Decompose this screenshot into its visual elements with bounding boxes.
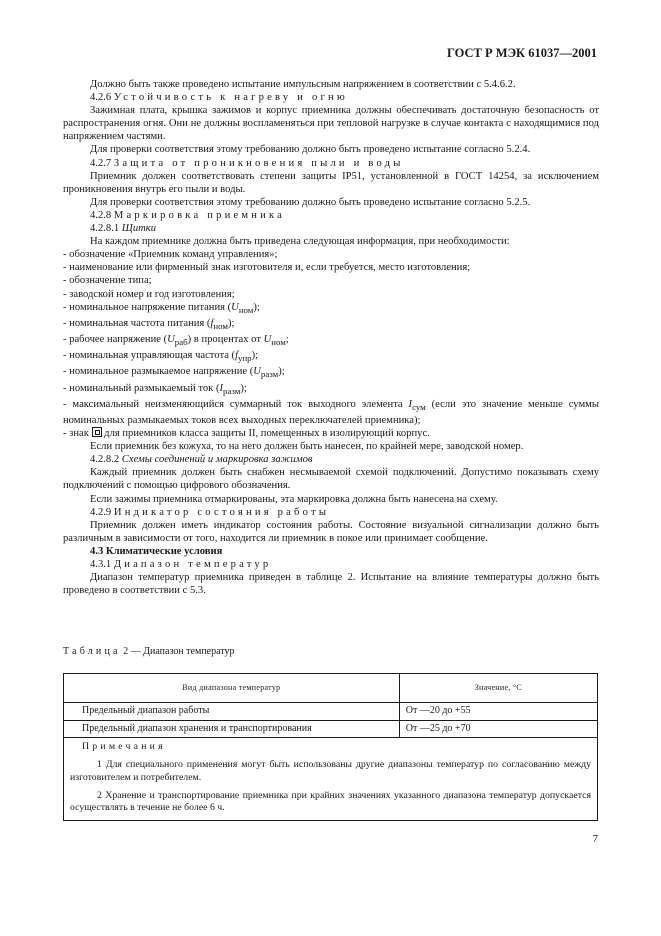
- section-heading-4-2-9: 4.2.9 Индикатор состояния работы: [90, 506, 330, 518]
- table-cell: Предельный диапазон хранения и транспортирования: [64, 720, 400, 738]
- table-row: [64, 720, 598, 738]
- paragraph: Зажимная плата, крышка зажимов и корпус приемника должны обеспечивать достаточную безопасность от распространения огня. Они не должны воспламеняться при тепловой нагрузке в случае контакта с находящимися под напряжением частями.: [63, 105, 599, 143]
- paragraph: Для проверки соответствия этому требованию должно быть проведено испытание согласно 5.2.5.: [90, 196, 531, 208]
- paragraph: Если зажимы приемника отмаркированы, эта маркировка должна быть нанесена на схему.: [90, 493, 498, 505]
- section-heading-4-2-8: 4.2.8 Маркировка приемника: [90, 209, 286, 221]
- paragraph: Приемник должен соответствовать степени защиты IP51, установленной в ГОСТ 14254, за исключением проникновения внутрь его пыли и воды.: [63, 170, 599, 195]
- section-heading-4-3-1: 4.3.1 Диапазон температур: [90, 559, 272, 571]
- paragraph: Для проверки соответствия этому требованию должно быть проведено испытание согласно 5.2.4.: [90, 144, 531, 156]
- list-item: - знак для приемников класса защиты II, помещенных в изолирующий корпус.: [63, 428, 430, 440]
- list-item: - номинальное размыкаемое напряжение $(U_{разм})$;: [63, 366, 285, 380]
- list-item: - номинальный размыкаемый ток $(I_{разм})$;: [63, 382, 247, 396]
- column-header: Значение, °С: [399, 674, 597, 703]
- paragraph: Если приемник без кожуха, то на него должен быть нанесен, по крайней мере, заводской номер.: [90, 441, 524, 453]
- list-item: - номинальная управляющая частота $(f_{упр})$;: [63, 350, 259, 364]
- section-heading-4-2-8-2: 4.2.8.2 Схемы соединений и маркировка зажимов: [90, 454, 313, 466]
- paragraph: Должно быть также проведено испытание импульсным напряжением в соответствии с 5.4.6.2.: [90, 79, 516, 90]
- notes-title: Примечания: [82, 741, 166, 752]
- list-item: - заводской номер и год изготовления;: [63, 288, 235, 300]
- section-heading-4-3: 4.3 Климатические условия: [90, 545, 223, 557]
- paragraph: Приемник должен иметь индикатор состояния работы. Состояние визуальной сигнализации должно быть различным в зависимости от того, находится ли приемник в покое или принимает сообщение.: [63, 519, 599, 544]
- list-item: - обозначение типа;: [63, 275, 152, 287]
- column-header: Вид диапазона температур: [64, 674, 400, 703]
- list-item: - обозначение «Приемник команд управления»;: [63, 249, 278, 261]
- list-item: - номинальная частота питания $(f_{ном})$;: [63, 317, 235, 331]
- double-insulation-icon: [92, 427, 102, 437]
- table-cell: Предельный диапазон работы: [64, 703, 400, 721]
- temperature-table: [63, 673, 598, 821]
- table-header-row: [64, 674, 598, 703]
- table-notes: [64, 738, 598, 821]
- list-item: - номинальное напряжение питания $(U_{ном})$;: [63, 301, 260, 315]
- list-item: - наименование или фирменный знак изготовителя и, если требуется, место изготовления;: [63, 262, 471, 274]
- document-header: ГОСТ Р МЭК 61037—2001: [447, 46, 597, 60]
- list-item: - рабочее напряжение $(U_{раб})$ в процентах от $U_{ном}$;: [63, 334, 289, 348]
- section-heading-4-2-7: 4.2.7 Защита от проникновения пыли и воды: [90, 157, 404, 169]
- table-cell: От —25 до +70: [399, 720, 597, 738]
- table-row: [64, 703, 598, 721]
- paragraph: Диапазон температур приемника приведен в таблице 2. Испытание на влияние температуры должно быть проведено в соответствии с 5.3.: [63, 572, 599, 597]
- table-caption: Таблица 2 — Диапазон температур: [63, 646, 235, 657]
- table-cell: От —20 до +55: [399, 703, 597, 721]
- note: 2 Хранение и транспортирование приемника при крайних значениях указанного диапазона температур допускается осуществлять в течение не более 6 ч.: [70, 789, 591, 814]
- list-item: - максимальный неизменяющийся суммарный ток выходного элемента $I_{сум}$ (если это значение меньше суммы номинальных размыкаемых токов всех выходных переключателей приемника);: [63, 398, 599, 427]
- section-heading-4-2-6: 4.2.6 Устойчивость к нагреву и огню: [90, 92, 348, 104]
- section-heading-4-2-8-1: 4.2.8.1 Щитки: [90, 223, 157, 235]
- paragraph: Каждый приемник должен быть снабжен несмываемой схемой подключений. Допустимо показывать схему подключений с помощью цифрового обозначения.: [63, 467, 599, 492]
- document-body: [63, 78, 599, 597]
- table-notes-row: [64, 738, 598, 821]
- paragraph: На каждом приемнике должна быть приведена следующая информация, при необходимости:: [90, 236, 510, 248]
- note: 1 Для специального применения могут быть использованы другие диапазоны температур по согласованию между изготовителем и потребителем.: [70, 759, 591, 783]
- page-number: 7: [592, 833, 598, 845]
